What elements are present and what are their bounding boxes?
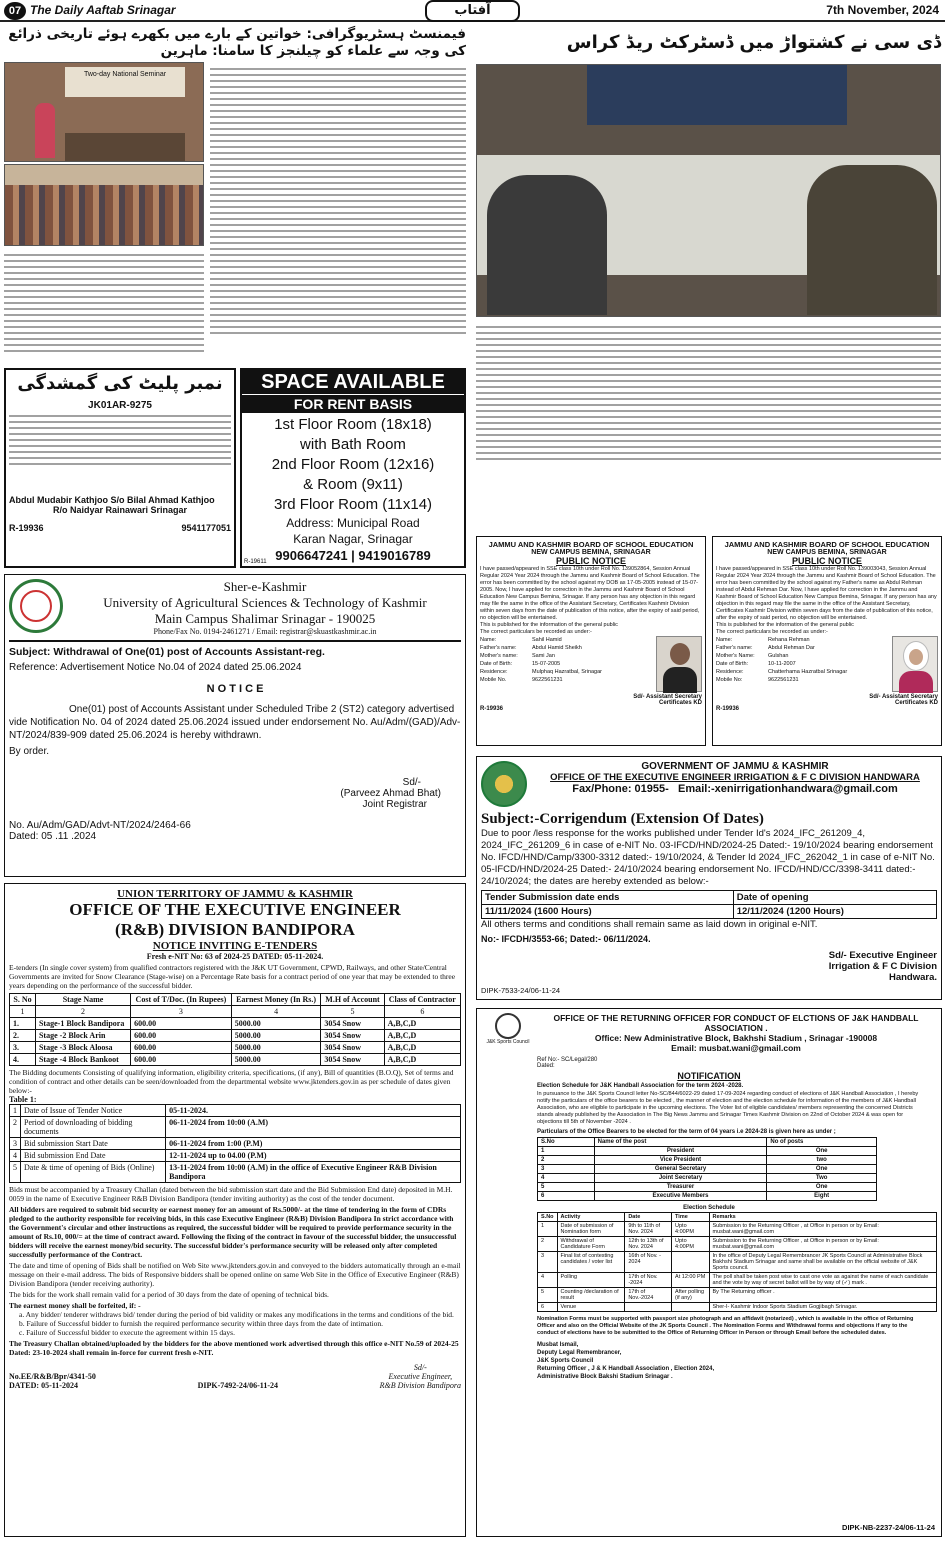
- jkbose-notice-2: JAMMU AND KASHMIR BOARD OF SCHOOL EDUCATION NEW CAMPUS BEMINA, SRINAGAR PUBLIC NOTICE I have passed/appeared in SSE class 10th under Roll No. 139003043, Session Annual Regular 2024 Year 2024 through the Jammu and Kashmir Board of School Education. The error has been committed by the school against my Father's name as Abdul Rehman instead of Abdul Rehman Dar. Now, I have applied for correction in the Jammu and Kashmir Board of School Education New Campus Bemina, Srinagar. If any person has any objection in this regard may file the same in the office of the Assistant Secretary, Certificates Kashmir Division within seven days from the date of publication of this notice, after the expiry of said period, no objection will be entertained. This is published for the information of the general public The correct particulars be recorded as under:- Name: Rehana Rehman Father's name: Abdul Rehman Dar Mother's Name: Gulshan Date of Birth: 10-11-2007 Residence: Chatterhama Hazratbal Srinagar Mobile No: 9622561231 Sd/- Assistant Secretary Certificates KD R-19936: [712, 536, 942, 746]
- page-number: 07: [4, 2, 26, 20]
- dates-table: Tender Submission date ends Date of opening 11/11/2024 (1600 Hours) 12/11/2024 (1200 Hours): [481, 890, 937, 919]
- sports-council-logo: [495, 1013, 521, 1039]
- government-emblem: [481, 761, 527, 807]
- handball-election-notice: J&K Sports Council OFFICE OF THE RETURNING OFFICER FOR CONDUCT OF ELCTIONS OF J&K HANDBALL ASSOCIATION . Office: New Administrative Block, Bakhshi Stadium , Srinagar -190008 Email: musbat.wani@gmail.com Ref No:- SC/Legal/280 Dated: NOTIFICATION Election Schedule for J&K Handball Association for the term 2024 -2028. In pursuance to the J&K Sports Council letter No-SC/844/6022-29 dated 17-09-2024 regarding conduct of elections of J&K Handball Association , I hereby notify the particulars of the office bearers to be elected , the manner of election and the election schedule for information of the members of J&K Handball Association, who are eligible to participate in the upcoming elections. The Voter list of eligible candidates/ members representing the concerned Districts stands already published by the Association in The Big News Jammu and Srinagar Times Kashmir Division on 22nd of October 2024 & was open for objections till 5th of November -2024 . Particulars of the Office Bearers to be elected for the term of 04 years i.e 2024-28 is given here as under ; S.No Name of the post No of posts 1 President One 2 Vice President two 3 General Secretary One 4 Joint Secretary Two 5 Treasurer One 6 Executive Members Eight Election Schedule S.No Activity Date Time Remarks 1 Date of submission of Nomination form 9th to 11th of Nov. 2024 Upto 4:00PM Submission to the Returning Officer , at Office in person or by Email: musbat.wani@gmail.com 2 Withdrawal of Candidature Form 12th to 13th of Nov. 2024 Upto 4:00PM Submission to the Returning Officer , at Office in person or by Email: musbat.wani@gmail.com 3 Final list of contesting candidates / voter list 16th of Nov. - 2024 In the office of Deputy Legal Remembrancer JK Sports Council at Administrative Block Bakhshi Stadium Srinagar and same shall be available on the official website of J&K Sports council. 4 Polling 17th of Nov. -2024 At 12:00 PM The poll shall be taken post wise to cast one vote as against the name of each candidate and the vote by way of secret ballot will be by way of (✓) mark . 5 Counting /declaration of result 17th of Nov.-2024 After polling (if any) By The Returning officer . 6 Venue Sher-I- Kashmir Indoor Sports Stadium Gogjibagh Srinagar. Nomination Forms must be supported with passport size photograph and an affidavit (notarized) , which is available in the office of Returning Officer and also on the Official Website of the JK Sports Council . The Nomination Forms and Withdrawal forms and objections if any to the conduct of elections have to be submitted to the Office of Returning Officer in Person or through Email before the scheduled dates. Musbat Ismail, Deputy Legal Remembrancer, J&K Sports Council Returning Officer , J & K Handball Association , Election 2024, Administrative Block Bakshi Stadium Srinagar . DIPK-NB-2237-24/06-11-24: [476, 1008, 942, 1537]
- number-plate-notice: نمبر پلیٹ کی گمشدگی JK01AR-9275 Abdul Mudabir Kathjoo S/o Bilal Ahmad Kathjoo R/o Naidyar Rainawari Srinagar R-19936 9541177051: [4, 368, 236, 568]
- plate-number: JK01AR-9275: [88, 400, 152, 411]
- election-schedule-table: S.No Activity Date Time Remarks 1 Date of submission of Nomination form 9th to 11th of Nov. 2024 Upto 4:00PM Submission to the Returning Officer , at Office in person or by Email: musbat.wani@gmail.com 2 Withdrawal of Candidature Form 12th to 13th of Nov. 2024 Upto 4:00PM Submission to the Returning Officer , at Office in person or by Email: musbat.wani@gmail.com 3 Final list of contesting candidates / voter list 16th of Nov. - 2024 In the office of Deputy Legal Remembrancer JK Sports Council at Administrative Block Bakhshi Stadium Srinagar and same shall be available on the official website of J&K Sports council. 4 Polling 17th of Nov. -2024 At 12:00 PM The poll shall be taken post wise to cast one vote as against the name of each candidate and the vote by way of secret ballot will be by way of (✓) mark . 5 Counting /declaration of result 17th of Nov.-2024 After polling (if any) By The Returning officer . 6 Venue Sher-I- Kashmir Indoor Sports Stadium Gogjibagh Srinagar.: [537, 1212, 937, 1312]
- seminar-photo-2: [4, 164, 204, 246]
- skuast-notice: Sher-e-Kashmir University of Agricultural Sciences & Technology of Kashmir Main Campus Shalimar Srinagar - 190025 Phone/Fax No. 0194-2461271 / Email: registrar@skuastkashmir.ac.in Subject: Withdrawal of One(01) post of Accounts Assistant-reg. Reference: Advertisement Notice No.04 of 2024 dated 25.06.2024 N O T I C E One(01) post of Accounts Assistant under Scheduled Tribe 2 (ST2) category advertised vide Notification No. 04 of 2024 dated 25.06.2024 issued under endorsement No. Au/Adm/(GAD)/Adv-NT/2024/839-909 dated 25.06.2024 is hereby withdrawn. By order. Sd/- (Parveez Ahmad Bhat) Joint Registrar No. Au/Adm/GAD/Advt-NT/2024/2464-66 Dated: 05 .11 .2024: [4, 574, 466, 877]
- handwara-corrigendum: GOVERNMENT OF JAMMU & KASHMIR OFFICE OF THE EXECUTIVE ENGINEER IRRIGATION & F C DIVISION HANDWARA Fax/Phone: 01955- Email:-xenirrigationhandwara@gmail.com Subject:-Corrigendum (Extension Of Dates) Due to poor /less response for the works published under Tender Id's 2024_IFC_261209_4, 2024_IFC_261209_6 in case of e-NIT No. 03-IFCD/HND/2024-25 Dated:- 19/10/2024 bearing endorsement No. IFCD/HND/Camp/3300-3312 dated:- 19/10/2024, & Tender Id 2024_IFC_262042_1 in case of e-NIT No. 05-IFCD/HND/2024-25 Dated:- 24/10/2024 bearing endorsement No. IFCD/HND/CC/3398-3411 dated:- 24/10/2024; the dates are hereby extended as below:- Tender Submission date ends Date of opening 11/11/2024 (1600 Hours) 12/11/2024 (1200 Hours) All others terms and conditions shall remain same as laid down in original e-NIT. No:- IFCDH/3553-66; Dated:- 06/11/2024. Sd/- Executive Engineer Irrigation & F C Division Handwara. DIPK-7533-24/06-11-24: [476, 756, 942, 1000]
- university-logo: [9, 579, 63, 633]
- office-bearers-table: S.No Name of the post No of posts 1 President One 2 Vice President two 3 General Secretary One 4 Joint Secretary Two 5 Treasurer One 6 Executive Members Eight: [537, 1137, 877, 1201]
- right-story-text: [476, 322, 941, 472]
- applicant-photo: [892, 636, 938, 692]
- masthead: [0, 0, 945, 22]
- meeting-photo: [476, 64, 941, 317]
- applicant-photo: [656, 636, 702, 692]
- table-row: 1. Stage-1 Block Bandipora 600.00 5000.00 3054 Snow A,B,C,D: [10, 1018, 461, 1030]
- jkbose-notice-1: JAMMU AND KASHMIR BOARD OF SCHOOL EDUCATION NEW CAMPUS BEMINA, SRINAGAR PUBLIC NOTICE I have passed/appeared in SSE class 10th under Roll No. 139052864, Session Annual Regular 2024 Year 2024 through the Jammu and Kashmir Board of School Education. The error has been committed by the school against my DOB as 17-05-2005 instead of 15-07-2005. Now, I have applied for correction in the Jammu and Kashmir Board of School Education New Campus Bemina, Srinagar. If any person has any objection in this regard may file the same in the office of the Assistant Secretary, Certificates Kashmir Division within seven days from the date of publication of this notice, after the expiry of said period, no objection will be entertained. This is published for the information of the general public The correct particulars be recorded as under:- Name: Sahil Hamid Father's name: Abdul Hamid Sheikh Mother's name: Sami Jan Date of Birth: 15-07-2005 Residence: Mulphaq Hazratbal, Srinagar Mobile No. 9622561231 Sd/- Assistant Secretary Certificates KD R-19936: [476, 536, 706, 746]
- table-row: 3. Stage -3 Block Aloosa 600.00 5000.00 3054 Snow A,B,C,D: [10, 1042, 461, 1054]
- left-story-headline: فیمنسٹ ہسٹریوگرافی: خواتین کے بارے میں بکھرے ہوئے تاریخی ذرائع کی وجہ سے علماء کو چیلنجز کا سامنا: ماہرین: [8, 26, 466, 59]
- issue-date: 7th November, 2024: [826, 3, 939, 17]
- left-story-text: [210, 64, 466, 344]
- table-row: 4. Stage -4 Block Bankoot 600.00 5000.00 3054 Snow A,B,C,D: [10, 1054, 461, 1066]
- seminar-photo-1: Two-day National Seminar: [4, 62, 204, 162]
- right-story-headline: ڈی سی نے کشتواڑ میں ڈسٹرکٹ ریڈ کراس: [566, 32, 941, 53]
- schedule-table: 1 Date of Issue of Tender Notice 05-11-2024. 2 Period of downloading of bidding documents 06-11-2024 from 10:00 (A.M) 3 Bid submission Start Date 06-11-2024 from 1:00 (P.M) 4 Bid submission End Date 12-11-2024 up to 04.00 (P.M) 5 Date & time of opening of Bids (Online) 13-11-2024 from 10:00 (A.M) in the office of Executive Engineer R&B Division Bandipora: [9, 1104, 461, 1183]
- rent-ad: SPACE AVAILABLE FOR RENT BASIS 1st Floor Room (18x18) with Bath Room 2nd Floor Room (12x16) & Room (9x11) 3rd Floor Room (11x14) Address: Municipal Road Karan Nagar, Srinagar 9906647241 | 9419016789 R-19611: [240, 368, 466, 568]
- paper-name: The Daily Aaftab Srinagar: [30, 3, 176, 17]
- bandipora-tender: UNION TERRITORY OF JAMMU & KASHMIR OFFICE OF THE EXECUTIVE ENGINEER (R&B) DIVISION BANDIPORA NOTICE INVITING E-TENDERS Fresh e-NIT No: 63 of 2024-25 DATED: 05-11-2024. E-tenders (In single cover system) from qualified contractors registered with the J&K UT Government, CPWD, Railways, and other State/Central Governments are invited for Snow Clearance (Stage-wise) on a Percentage Rate basis for a contract period of one year that may be extended to three years depending on the performance of the successful bidder. S. No Stage Name Cost of T/Doc. (In Rupees) Earnest Money (In Rs.) M.H of Account Class of Contractor 1 2 3 4 5 6 1. Stage-1 Block Bandipora 600.00 5000.00 3054 Snow A,B,C,D 2. Stage -2 Block Arin 600.00 5000.00 3054 Snow A,B,C,D 3. Stage -3 Block Aloosa 600.00 5000.00 3054 Snow A,B,C,D 4. Stage -4 Block Bankoot 600.00 5000.00 3054 Snow A,B,C,D The Bidding documents Consisting of qualifying information, eligibility criteria, specifications, (if any), Bill of quantities (B.O.Q), Set of terms and condition of contract and other details can be seen/downloaded from the departmental website www.jktenders.gov.in as per schedule of dates given below:- Table 1: 1 Date of Issue of Tender Notice 05-11-2024. 2 Period of downloading of bidding documents 06-11-2024 from 10:00 (A.M) 3 Bid submission Start Date 06-11-2024 from 1:00 (P.M) 4 Bid submission End Date 12-11-2024 up to 04.00 (P.M) 5 Date & time of opening of Bids (Online) 13-11-2024 from 10:00 (A.M) in the office of Executive Engineer R&B Division Bandipora Bids must be accompanied by a Treasury Challan (dated between the bid submission start date and the Bid Submission End date) deposited in M.H. 0059 in the name of Executive Engineer R&B Division Bandipora (tender inviting authority) as the cost of the tender document. All bidders are required to submit bid security or earnest money for an amount of Rs.5000/- at the time of tendering in the form of CDRs pledged to the authority responsible for receiving bids, in this case Executive Engineer (R&B) Division Bandipora In strict accordance with the Government's circular and other instructions as required, the successful bidder will be required to provide performance security in the amount of Rs.10, 000/= at the time of contract award. Following the fixing of the contract in favour of the successful bidder, the unsuccessful bidders will receive the earnest money/bid security. The successful bidder's performance security will be released only after completed successfully performance of the Contract. The date and time of opening of Bids shall be notified on Web Site www.jktenders.gov.in and conveyed to the bidders automatically through an e-mail message on their e-mail address. The bids of Responsive bidders shall be opened online on same Web Site in the Office of Executive Engineer (R&B) Division Bandipora (tender receiving authority). The bids for the work shall remain valid for a period of 30 days from the date of opening of technical bids. The earnest money shall be forfeited, if: - a. Any bidder/ tenderer withdraws bid/ tender during the period of bid validity or makes any modifications in the terms and conditions of the bid. b. Failure of Successful bidder to furnish the required performance security within three days from the date of intimation. c. Failure of Successful bidder to execute the agreement within 15 days. The Treasury Challan obtained/uploaded by the bidders for the above mentioned work advertised through this office e-NIT No.59 of 2024-25 Dated: 23-10-2024 shall remain in-force for current fresh e-NIT. No.EE/R&B/Bpr/4341-50 DATED: 05-11-2024 DIPK-7492-24/06-11-24 Sd/- Executive Engineer, R&B Division Bandipora: [4, 883, 466, 1537]
- stage-table: S. No Stage Name Cost of T/Doc. (In Rupees) Earnest Money (In Rs.) M.H of Account Class of Contractor 1 2 3 4 5 6 1. Stage-1 Block Bandipora 600.00 5000.00 3054 Snow A,B,C,D 2. Stage -2 Block Arin 600.00 5000.00 3054 Snow A,B,C,D 3. Stage -3 Block Aloosa 600.00 5000.00 3054 Snow A,B,C,D 4. Stage -4 Block Bankoot 600.00 5000.00 3054 Snow A,B,C,D: [9, 993, 461, 1066]
- left-story-text-2: [4, 250, 204, 360]
- table-row: 2. Stage -2 Block Arin 600.00 5000.00 3054 Snow A,B,C,D: [10, 1030, 461, 1042]
- newspaper-logo: آفتاب: [425, 0, 520, 22]
